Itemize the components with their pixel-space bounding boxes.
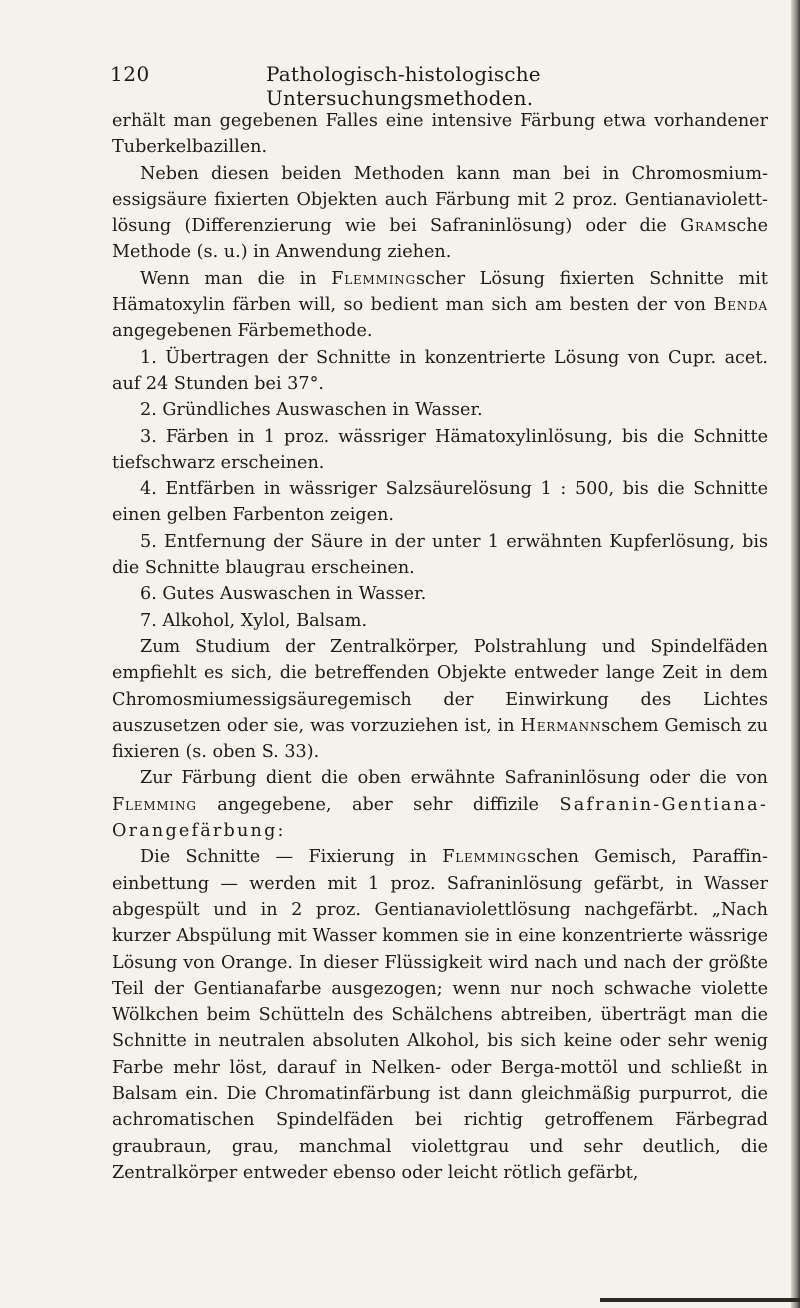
paragraph-text: schen Gemisch, Paraffin-einbettung — werden mit 1 proz. Safraninlösung gefärbt, in Wasser abgespült und in 2 proz. Gentianaviolettlösung nachgefärbt. „Nach kurzer Abspülung mit Wasser kommen sie in eine konzentrierte wässrige Lösung von Orange. In dieser Flüssigkeit wird nach und nach der größte Teil der Gentianafarbe ausgezogen; wenn nur noch schwache violette Wölkchen beim Schütteln des Schälchens abtreiben, überträgt man die Schnitte in neutralen absoluten Alkohol, bis sich keine oder sehr wenig Farbe mehr löst, darauf in Nelken- oder Berga-mottöl und schließt in Balsam ein. Die Chromatinfärbung ist dann gleichmäßig purpurrot, die achromatischen Spindelfäden bei richtig getroffenem Färbegrad graubraun, grau, manchmal violettgrau und sehr deutlich, die Zentralkörper entweder ebenso oder leicht rötlich gefärbt, bbox=[112, 847, 768, 1183]
paragraph-zum-studium bbox=[112, 634, 768, 765]
page-number: 120 bbox=[110, 62, 150, 86]
bottom-edge-line bbox=[600, 1298, 800, 1302]
list-item: 6. Gutes Auswaschen in Wasser. bbox=[140, 584, 427, 605]
author-name-flemming: Flemming bbox=[442, 847, 527, 868]
paragraph-text: Zur Färbung dient die oben erwähnte Safraninlösung oder die von bbox=[140, 768, 768, 789]
paragraph-die-schnitte bbox=[112, 844, 768, 1186]
list-item: 2. Gründliches Auswaschen in Wasser. bbox=[140, 400, 483, 421]
paragraph-text: sche Methode (s. u.) in Anwendung ziehen. bbox=[112, 216, 768, 263]
list-item: 4. Entfärben in wässriger Salzsäurelösung 1 : 500, bis die Schnitte einen gelben Farbenton zeigen. bbox=[112, 479, 768, 526]
author-name-flemming: Flemming bbox=[112, 794, 197, 815]
running-header bbox=[110, 62, 760, 110]
paragraph-text: Wenn man die in bbox=[140, 268, 332, 289]
paragraph-text: angegebenen Färbemethode. bbox=[112, 321, 373, 342]
paragraph-text: angegebene, aber sehr diffizile bbox=[196, 794, 560, 815]
paragraph-zur-faerbung bbox=[112, 765, 768, 844]
list-item: 3. Färben in 1 proz. wässriger Hämatoxylinlösung, bis die Schnitte tiefschwarz erscheinen. bbox=[112, 426, 768, 473]
paragraph-continuation: erhält man gegebenen Falles eine intensive Färbung etwa vorhandener Tuberkelbazillen. bbox=[112, 111, 768, 158]
paragraph-text: : bbox=[277, 821, 284, 842]
page-edge-shadow bbox=[791, 0, 800, 1308]
spaced-method-name: Safranin-Gentiana-Orangefärbung bbox=[112, 794, 768, 842]
paragraph-neben bbox=[112, 161, 768, 266]
list-item: 1. Übertragen der Schnitte in konzentrierte Lösung von Cupr. acet. auf 24 Stunden bei 37°. bbox=[112, 347, 768, 394]
author-name-gram: Gram bbox=[680, 216, 728, 237]
list-item: 7. Alkohol, Xylol, Balsam. bbox=[140, 610, 368, 631]
running-title: Pathologisch-histologische Untersuchungsmethoden. bbox=[266, 62, 541, 110]
paragraph-text: scher Lösung fixierten Schnitte mit Hämatoxylin färben will, so bedient man sich am besten der von bbox=[112, 268, 769, 316]
list-item: 5. Entfernung der Säure in der unter 1 erwähnten Kupferlösung, bis die Schnitte blaugrau erscheinen. bbox=[112, 531, 768, 579]
paragraph-wenn bbox=[112, 266, 768, 345]
author-name-benda: Benda bbox=[713, 295, 768, 316]
author-name-flemming: Flemming bbox=[331, 268, 416, 289]
author-name-hermann: Hermann bbox=[520, 715, 602, 736]
paragraph-text: Neben diesen beiden Methoden kann man bei in Chromosmium-essigsäure fixierten Objekten auch Färbung mit 2 proz. Gentianaviolett-lösung (Differenzierung wie bei Safraninlösung) oder die bbox=[112, 163, 768, 237]
paragraph-text: Die Schnitte — Fixierung in bbox=[140, 847, 443, 868]
body-text bbox=[112, 108, 768, 1186]
paragraph-text: Zum Studium der Zentralkörper, Polstrahlung und Spindelfäden empfiehlt es sich, die betreffenden Objekte entweder lange Zeit in dem Chromosmiumessigsäuregemisch der Einwirkung des Lichtes auszusetzen oder sie, was vorzuziehen ist, in bbox=[112, 636, 768, 736]
paragraph-text: schem Gemisch zu fixieren (s. oben S. 33). bbox=[112, 715, 768, 763]
